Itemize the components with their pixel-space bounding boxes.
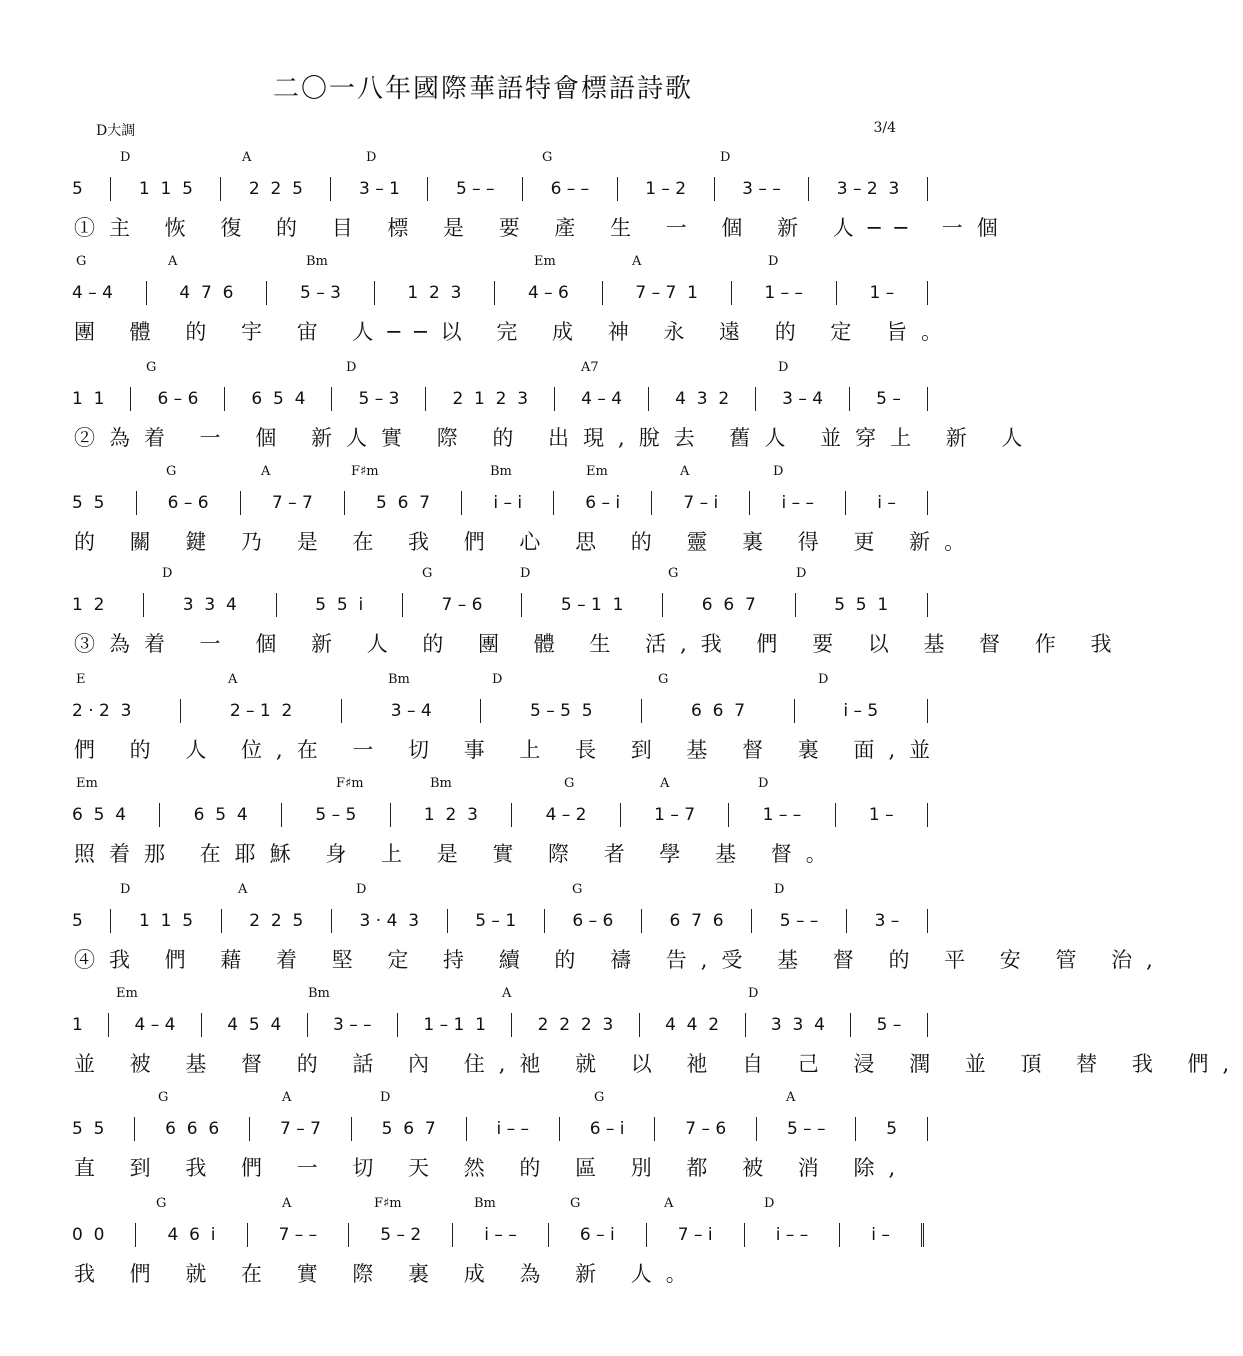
chord-row bbox=[0, 1090, 966, 1108]
bar-line bbox=[135, 1223, 136, 1247]
chord-symbol: A bbox=[282, 1196, 292, 1211]
measure: 5 bbox=[72, 179, 83, 199]
measure: 2 – 1 2 bbox=[229, 701, 293, 721]
measure: 5 5 bbox=[72, 493, 105, 513]
chord-symbol: G bbox=[158, 1090, 169, 1105]
measure: 4 – 4 bbox=[134, 1015, 176, 1035]
measure: 1 – 7 bbox=[654, 805, 696, 825]
notation-row bbox=[72, 800, 928, 830]
measure: 6 5 4 bbox=[251, 389, 306, 409]
bar-line bbox=[620, 803, 621, 827]
chord-symbol: D bbox=[520, 566, 531, 581]
bar-line bbox=[617, 177, 618, 201]
measure: 5 – 5 bbox=[315, 805, 357, 825]
chord-symbol: G bbox=[156, 1196, 167, 1211]
bar-line bbox=[728, 803, 729, 827]
bar-line bbox=[648, 387, 649, 411]
score-line bbox=[0, 360, 1037, 464]
measure: i – – bbox=[781, 493, 814, 513]
measure: 2 2 5 bbox=[249, 911, 304, 931]
score-line bbox=[0, 254, 966, 358]
chord-symbol: F♯m bbox=[336, 776, 364, 791]
bar-line bbox=[425, 387, 426, 411]
bar-line bbox=[159, 803, 160, 827]
bar-line bbox=[110, 177, 111, 201]
chord-symbol: D bbox=[380, 1090, 391, 1105]
measure: 4 – 6 bbox=[527, 283, 569, 303]
measure: 4 – 4 bbox=[72, 283, 113, 303]
bar-line bbox=[927, 803, 928, 827]
bar-line bbox=[927, 281, 928, 305]
bar-line bbox=[480, 699, 481, 723]
key-signature: D大調 bbox=[96, 123, 136, 139]
score-line bbox=[0, 986, 1243, 1090]
measure: i – i bbox=[493, 493, 523, 513]
measure: 1 2 3 bbox=[407, 283, 462, 303]
chord-symbol: A bbox=[664, 1196, 674, 1211]
bar-line bbox=[835, 803, 836, 827]
measure: 2 1 2 3 bbox=[452, 389, 529, 409]
measure: 3 – – bbox=[333, 1015, 372, 1035]
bar-line bbox=[374, 281, 375, 305]
notation-row bbox=[72, 1114, 928, 1144]
chord-symbol: D bbox=[162, 566, 173, 581]
bar-line bbox=[749, 491, 750, 515]
chord-symbol: D bbox=[774, 882, 785, 897]
measure: 1 – bbox=[869, 283, 895, 303]
measure: 3 – 2 3 bbox=[836, 179, 900, 199]
chord-row bbox=[0, 464, 966, 482]
measure: 3 3 4 bbox=[182, 595, 237, 615]
measure: 1 – – bbox=[764, 283, 804, 303]
measure: i – – bbox=[484, 1225, 517, 1245]
bar-line bbox=[795, 593, 796, 617]
bar-line bbox=[240, 491, 241, 515]
bar-line bbox=[849, 387, 850, 411]
notation-row bbox=[72, 1220, 928, 1250]
lyrics-row: 團 體 的 宇 宙 人──以 完 成 神 永 遠 的 定 旨。 bbox=[74, 320, 957, 344]
measure: 7 – – bbox=[278, 1225, 318, 1245]
measure: 5 – 1 bbox=[475, 911, 517, 931]
measure: 5 – bbox=[876, 1015, 902, 1035]
chord-symbol: D bbox=[366, 150, 377, 165]
measure: 5 5 i bbox=[315, 595, 364, 615]
bar-line bbox=[351, 1117, 352, 1141]
chord-symbol: Em bbox=[116, 986, 138, 1001]
measure: 7 – 6 bbox=[441, 595, 483, 615]
measure: 7 – 7 bbox=[279, 1119, 321, 1139]
bar-line bbox=[180, 699, 181, 723]
measure: 4 – 2 bbox=[545, 805, 587, 825]
chord-symbol: G bbox=[658, 672, 669, 687]
bar-line bbox=[751, 909, 752, 933]
measure: 5 – – bbox=[779, 911, 819, 931]
bar-line bbox=[553, 491, 554, 515]
measure: 1 2 bbox=[72, 595, 105, 615]
bar-line bbox=[466, 1117, 467, 1141]
chord-row bbox=[0, 882, 966, 900]
measure: 5 5 1 bbox=[834, 595, 889, 615]
bar-line bbox=[461, 491, 462, 515]
chord-symbol: F♯m bbox=[351, 464, 379, 479]
chord-symbol: G bbox=[594, 1090, 605, 1105]
lyrics-row: ②為着 一 個 新人實 際 的 出現,脫去 舊人 並穿上 新 人 bbox=[74, 426, 1037, 450]
measure: i – – bbox=[496, 1119, 529, 1139]
chord-symbol: A bbox=[261, 464, 271, 479]
measure: 6 – 6 bbox=[167, 493, 209, 513]
measure: 6 6 7 bbox=[701, 595, 756, 615]
bar-line bbox=[662, 593, 663, 617]
page-title: 二〇一八年國際華語特會標語詩歌 bbox=[272, 74, 693, 104]
chord-symbol: Bm bbox=[306, 254, 328, 269]
bar-line bbox=[839, 1223, 840, 1247]
measure: i – – bbox=[775, 1225, 809, 1245]
bar-line bbox=[447, 909, 448, 933]
measure: i – 5 bbox=[843, 701, 879, 721]
bar-line bbox=[134, 1117, 135, 1141]
chord-symbol: D bbox=[120, 882, 131, 897]
chord-symbol: Em bbox=[586, 464, 608, 479]
bar-line bbox=[452, 1223, 453, 1247]
lyrics-row: ③為着 一 個 新 人 的 團 體 生 活,我 們 要 以 基 督 作 我 bbox=[74, 632, 1126, 656]
bar-line bbox=[756, 1117, 757, 1141]
chord-row bbox=[0, 672, 966, 690]
measure: 4 4 2 bbox=[665, 1015, 720, 1035]
chord-symbol: A bbox=[632, 254, 642, 269]
measure: 6 – 6 bbox=[572, 911, 614, 931]
chord-symbol: D bbox=[356, 882, 367, 897]
chord-row bbox=[0, 150, 966, 168]
measure: i – bbox=[877, 493, 896, 513]
measure: 6 5 4 bbox=[72, 805, 127, 825]
measure: 3 – 4 bbox=[782, 389, 824, 409]
measure: 6 6 7 bbox=[690, 701, 746, 721]
bar-line bbox=[201, 1013, 202, 1037]
score-line bbox=[0, 776, 966, 880]
bar-line bbox=[521, 593, 522, 617]
measure: 5 – 1 1 bbox=[560, 595, 624, 615]
bar-line bbox=[221, 909, 222, 933]
measure: 4 5 4 bbox=[227, 1015, 282, 1035]
bar-line bbox=[146, 281, 147, 305]
measure: 7 – 7 1 bbox=[635, 283, 698, 303]
measure: 4 3 2 bbox=[675, 389, 730, 409]
measure: 1 1 5 bbox=[138, 179, 193, 199]
lyrics-row: ①主 恢 復 的 目 標 是 要 產 生 一 個 新 人── 一個 bbox=[74, 216, 1012, 240]
chord-symbol: D bbox=[764, 1196, 775, 1211]
bar-line bbox=[402, 593, 403, 617]
score-line bbox=[0, 566, 1126, 670]
chord-symbol: D bbox=[720, 150, 731, 165]
chord-symbol: Bm bbox=[430, 776, 452, 791]
bar-line bbox=[845, 491, 846, 515]
measure: 5 5 bbox=[72, 1119, 105, 1139]
measure: 3 · 4 3 bbox=[359, 911, 420, 931]
measure: 4 6 i bbox=[167, 1225, 216, 1245]
bar-line bbox=[511, 1013, 512, 1037]
measure: 1 – bbox=[868, 805, 894, 825]
notation-row bbox=[72, 696, 928, 726]
bar-line bbox=[714, 177, 715, 201]
score-line bbox=[0, 464, 980, 568]
chord-symbol: G bbox=[76, 254, 87, 269]
bar-line bbox=[927, 387, 928, 411]
bar-line bbox=[836, 281, 837, 305]
chord-symbol: A bbox=[168, 254, 178, 269]
bar-line bbox=[247, 1223, 248, 1247]
measure: 5 – 3 bbox=[358, 389, 400, 409]
score-line bbox=[0, 882, 1167, 986]
chord-symbol: D bbox=[748, 986, 759, 1001]
measure: 1 – – bbox=[762, 805, 802, 825]
notation-row bbox=[72, 278, 928, 308]
measure: 7 – i bbox=[677, 1225, 713, 1245]
chord-symbol: A bbox=[238, 882, 248, 897]
chord-symbol: Em bbox=[534, 254, 556, 269]
bar-line bbox=[522, 177, 523, 201]
bar-line bbox=[224, 387, 225, 411]
chord-symbol: G bbox=[542, 150, 553, 165]
bar-line bbox=[494, 281, 495, 305]
chord-symbol: Bm bbox=[388, 672, 410, 687]
bar-line bbox=[331, 909, 332, 933]
measure: 6 7 6 bbox=[669, 911, 724, 931]
chord-symbol: F♯m bbox=[374, 1196, 402, 1211]
measure: 5 – 3 bbox=[299, 283, 341, 303]
measure: 6 – – bbox=[550, 179, 590, 199]
notation-row bbox=[72, 1010, 928, 1040]
measure: 6 – 6 bbox=[157, 389, 199, 409]
bar-line bbox=[731, 281, 732, 305]
chord-row bbox=[0, 1196, 966, 1214]
measure: 5 bbox=[72, 911, 83, 931]
notation-row bbox=[72, 590, 928, 620]
measure: 5 bbox=[886, 1119, 898, 1139]
notation-row bbox=[72, 174, 928, 204]
measure: 5 – 2 bbox=[380, 1225, 422, 1245]
notation-row bbox=[72, 384, 928, 414]
lyrics-row: 直 到 我 們 一 切 天 然 的 區 別 都 被 消 除, bbox=[74, 1156, 910, 1180]
bar-line bbox=[651, 491, 652, 515]
measure: 2 2 5 bbox=[248, 179, 303, 199]
chord-row bbox=[0, 566, 966, 584]
chord-symbol: D bbox=[778, 360, 789, 375]
measure: 7 – 7 bbox=[271, 493, 313, 513]
chord-symbol: G bbox=[570, 1196, 581, 1211]
bar-line bbox=[143, 593, 144, 617]
bar-line bbox=[281, 803, 282, 827]
bar-line bbox=[136, 491, 137, 515]
bar-line bbox=[307, 1013, 308, 1037]
score-line bbox=[0, 1090, 966, 1194]
chord-symbol: G bbox=[146, 360, 157, 375]
bar-line bbox=[266, 281, 267, 305]
bar-line bbox=[654, 1117, 655, 1141]
chord-symbol: Bm bbox=[308, 986, 330, 1001]
bar-line bbox=[744, 1223, 745, 1247]
chord-row bbox=[0, 254, 966, 272]
measure: 6 – i bbox=[585, 493, 621, 513]
lyrics-row: 我 們 就 在 實 際 裏 成 為 新 人。 bbox=[74, 1262, 701, 1286]
lyrics-row: 並 被 基 督 的 話 內 住,祂 就 以 祂 自 己 浸 潤 並 頂 替 我 們, bbox=[74, 1052, 1243, 1076]
bar-line bbox=[846, 909, 847, 933]
measure: 5 6 7 bbox=[381, 1119, 436, 1139]
score-line bbox=[0, 1196, 966, 1300]
measure: i – bbox=[871, 1225, 890, 1245]
chord-symbol: G bbox=[572, 882, 583, 897]
chord-symbol: G bbox=[668, 566, 679, 581]
chord-symbol: A bbox=[242, 150, 252, 165]
chord-symbol: E bbox=[76, 672, 86, 687]
measure: 1 1 5 bbox=[139, 911, 194, 931]
measure: 5 6 7 bbox=[376, 493, 431, 513]
time-signature: 3/4 bbox=[873, 120, 896, 136]
bar-line bbox=[927, 491, 928, 515]
bar-line bbox=[249, 1117, 250, 1141]
measure: 7 – i bbox=[683, 493, 719, 513]
bar-line bbox=[511, 803, 512, 827]
bar-line bbox=[927, 909, 928, 933]
bar-line bbox=[130, 387, 131, 411]
bar-line bbox=[397, 1013, 398, 1037]
chord-symbol: D bbox=[346, 360, 357, 375]
notation-row bbox=[72, 488, 928, 518]
bar-line bbox=[646, 1223, 647, 1247]
measure: 1 1 bbox=[72, 389, 105, 409]
bar-line bbox=[927, 1117, 928, 1141]
score-line bbox=[0, 150, 1012, 254]
lyrics-row: 們 的 人 位,在 一 切 事 上 長 到 基 督 裏 面,並 bbox=[74, 738, 945, 762]
measure: 3 – bbox=[874, 911, 900, 931]
chord-symbol: G bbox=[166, 464, 177, 479]
measure: 0 0 bbox=[72, 1225, 105, 1245]
bar-line bbox=[808, 177, 809, 201]
measure: 6 – i bbox=[579, 1225, 615, 1245]
chord-symbol: A bbox=[502, 986, 512, 1001]
notation-row bbox=[72, 906, 928, 936]
bar-line bbox=[639, 1013, 640, 1037]
chord-symbol: D bbox=[120, 150, 131, 165]
bar-line bbox=[927, 593, 928, 617]
bar-line bbox=[927, 699, 928, 723]
chord-symbol: A bbox=[228, 672, 238, 687]
bar-line bbox=[850, 1013, 851, 1037]
measure: 3 – 4 bbox=[390, 701, 432, 721]
chord-symbol: A bbox=[282, 1090, 292, 1105]
chord-symbol: D bbox=[818, 672, 829, 687]
chord-row bbox=[0, 360, 966, 378]
chord-symbol: D bbox=[773, 464, 784, 479]
measure: 3 – – bbox=[742, 179, 781, 199]
chord-symbol: D bbox=[758, 776, 769, 791]
chord-symbol: A bbox=[786, 1090, 796, 1105]
chord-symbol: G bbox=[422, 566, 433, 581]
bar-line bbox=[745, 1013, 746, 1037]
measure: 4 – 4 bbox=[581, 389, 623, 409]
bar-line bbox=[855, 1117, 856, 1141]
measure: 6 5 4 bbox=[193, 805, 248, 825]
bar-line bbox=[427, 177, 428, 201]
measure: 6 – i bbox=[589, 1119, 625, 1139]
chord-symbol: Bm bbox=[490, 464, 512, 479]
measure: 5 – – bbox=[455, 179, 495, 199]
measure: 5 – – bbox=[786, 1119, 826, 1139]
bar-line bbox=[110, 909, 111, 933]
chord-row bbox=[0, 986, 966, 1004]
bar-line bbox=[348, 1223, 349, 1247]
bar-line bbox=[341, 699, 342, 723]
lyrics-row: ④我 們 藉 着 堅 定 持 續 的 禱 告,受 基 督 的 平 安 管 治, bbox=[74, 948, 1167, 972]
bar-line bbox=[331, 387, 332, 411]
measure: 2 2 2 3 bbox=[537, 1015, 614, 1035]
bar-line bbox=[330, 177, 331, 201]
chord-symbol: G bbox=[564, 776, 575, 791]
bar-line bbox=[794, 699, 795, 723]
bar-line bbox=[921, 1223, 928, 1247]
bar-line bbox=[559, 1117, 560, 1141]
lyrics-row: 照着那 在耶穌 身 上 是 實 際 者 學 基 督。 bbox=[74, 842, 841, 866]
bar-line bbox=[927, 1013, 928, 1037]
bar-line bbox=[548, 1223, 549, 1247]
bar-line bbox=[390, 803, 391, 827]
bar-line bbox=[276, 593, 277, 617]
measure: 3 3 4 bbox=[770, 1015, 825, 1035]
bar-line bbox=[544, 909, 545, 933]
chord-symbol: Bm bbox=[474, 1196, 496, 1211]
measure: 1 2 3 bbox=[423, 805, 478, 825]
bar-line bbox=[641, 909, 642, 933]
bar-line bbox=[108, 1013, 109, 1037]
chord-symbol: D bbox=[768, 254, 779, 269]
chord-symbol: Em bbox=[76, 776, 98, 791]
bar-line bbox=[755, 387, 756, 411]
chord-symbol: A7 bbox=[581, 360, 599, 375]
bar-line bbox=[344, 491, 345, 515]
bar-line bbox=[602, 281, 603, 305]
measure: 6 6 6 bbox=[165, 1119, 220, 1139]
measure: 3 – 1 bbox=[358, 179, 400, 199]
bar-line bbox=[554, 387, 555, 411]
score-line bbox=[0, 672, 966, 776]
chord-symbol: A bbox=[660, 776, 670, 791]
bar-line bbox=[220, 177, 221, 201]
chord-symbol: D bbox=[796, 566, 807, 581]
measure: 7 – 6 bbox=[685, 1119, 727, 1139]
bar-line bbox=[927, 177, 928, 201]
chord-row bbox=[0, 776, 966, 794]
measure: 1 – 1 1 bbox=[423, 1015, 486, 1035]
chord-symbol: D bbox=[492, 672, 503, 687]
measure: 2 · 2 3 bbox=[72, 701, 132, 721]
measure: 4 7 6 bbox=[179, 283, 234, 303]
measure: 5 – bbox=[876, 389, 901, 409]
measure: 1 bbox=[72, 1015, 83, 1035]
measure: 5 – 5 5 bbox=[530, 701, 593, 721]
measure: 1 – 2 bbox=[645, 179, 687, 199]
chord-symbol: A bbox=[680, 464, 690, 479]
bar-line bbox=[641, 699, 642, 723]
lyrics-row: 的 關 鍵 乃 是 在 我 們 心 思 的 靈 裏 得 更 新。 bbox=[74, 530, 980, 554]
